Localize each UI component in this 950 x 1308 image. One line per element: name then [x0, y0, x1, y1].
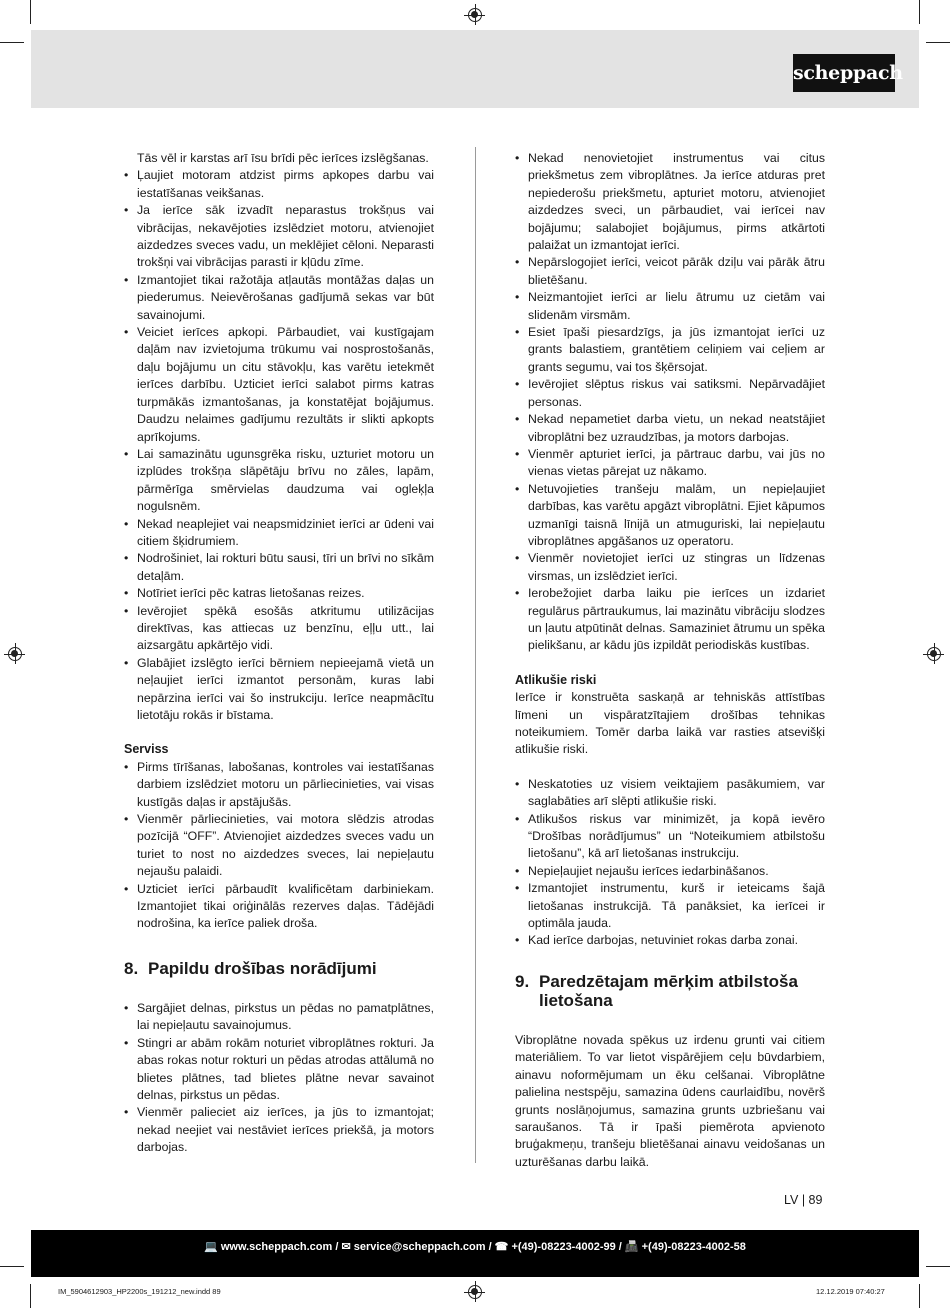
page-number: LV | 89	[784, 1193, 823, 1207]
crop-mark	[0, 1266, 24, 1267]
list-item: • Netuvojieties tranšeju malām, un nepieļaujiet darbības, kas varētu apgāzt vibroplātni. Ejiet kāpumos uzmanīgi taisnā līnijā un atmuguriski, lai nepieļautu vibroplātnes apgāšanos uz operatoru.	[515, 481, 825, 551]
column-divider	[475, 147, 476, 1163]
list-item: • Neizmantojiet ierīci ar lielu ātrumu uz cietām vai slidenām virsmām.	[515, 289, 825, 324]
list-item: • Uzticiet ierīci pārbaudīt kvalificētam darbiniekam. Izmantojiet tikai oriģinālās rezerves daļas. Tādējādi nodrošina, ka ierīce paliek droša.	[124, 881, 434, 933]
list-item: • Ļaujiet motoram atdzist pirms apkopes darbu vai iestatīšanas veikšanas.	[124, 167, 434, 202]
list-item: • Glabājiet izslēgto ierīci bērniem nepieejamā vietā un neļaujiet ierīci izmantot personām, kuras labi nepārzina ierīci vai šo instrukciju. Ierīce neapmācītu lietotāju rokās ir bīstama.	[124, 655, 434, 725]
section-number: 9.	[515, 971, 530, 991]
intended-use-paragraph: Vibroplātne novada spēkus uz irdenu grunti vai citiem materiāliem. To var lietot vispārējiem ceļu būvdarbiem, ainavu noformējumam un ēku celšanai. Vibroplātne palielina nestspēju, samazina ūdens caurlaidību, novērš grunts noslāņojumus, samazina grunts uzbriešanu vai saraušanos. Tā ir īpaši piemērota apvienoto bruģakmeņu, tranšeju blietēšanai ainavu veidošanas un uzturēšanas darbu laikā.	[515, 1032, 825, 1169]
list-item: • Esiet īpaši piesardzīgs, ja jūs izmantojat ierīci uz grants balastiem, grantētiem celiņiem vai ceļiem ar grants segumu, vai tos šķērsojat.	[515, 324, 825, 376]
list-item: • Vienmēr novietojiet ierīci uz stingras un līdzenas virsmas, un izslēdziet ierīci.	[515, 550, 825, 585]
crop-mark	[0, 42, 24, 43]
right-column	[515, 150, 825, 1171]
section-9-heading	[515, 972, 825, 1010]
list-item: • Ierobežojiet darba laiku pie ierīces un izdariet regulārus pārtraukumus, lai mazinātu vibrāciju slodzes un ļautu atpūtināt delnas. Samaziniet ātrumu un spēka pielikšanu, ar kādu jūs izpildāt periodiskās kustības.	[515, 585, 825, 655]
safety-bullet-list	[124, 167, 434, 724]
crop-mark	[926, 42, 950, 43]
footer-bar	[31, 1230, 919, 1277]
service-heading: Serviss	[124, 742, 169, 757]
list-item: • Nodrošiniet, lai rokturi būtu sausi, tīri un brīvi no sīkām detaļām.	[124, 550, 434, 585]
list-item: • Notīriet ierīci pēc katras lietošanas reizes.	[124, 585, 434, 602]
list-item: • Ievērojiet slēptus riskus vai satiksmi. Nepārvadājiet personas.	[515, 376, 825, 411]
list-item: • Izmantojiet tikai ražotāja atļautās montāžas daļas un piederumus. Neievērošanas gadījumā sekas var būt savainojumi.	[124, 272, 434, 324]
registration-mark-icon	[468, 1285, 482, 1299]
list-item: • Stingri ar abām rokām noturiet vibroplātnes rokturi. Ja abas rokas notur rokturi un pēdas atrodas attālumā no blietes plātnes, tad blietes plātne nevar savainot delnas, pirkstus un pēdas.	[124, 1035, 434, 1105]
safety-bullet-list	[515, 150, 825, 655]
list-item: • Neskatoties uz visiem veiktajiem pasākumiem, var saglabāties arī slēpti atlikušie riski.	[515, 776, 825, 811]
crop-mark	[919, 1284, 920, 1308]
crop-mark	[919, 0, 920, 24]
registration-mark-icon	[8, 647, 22, 661]
residual-risks-paragraph: Ierīce ir konstruēta saskaņā ar tehniskās attīstības līmeni un vispāratzītajiem drošības tehnikas noteikumiem. Tomēr darba laikā var rasties atsevišķi atlikušie riski.	[515, 690, 825, 757]
list-item: • Veiciet ierīces apkopi. Pārbaudiet, vai kustīgajam daļām nav izvietojuma trūkumu vai nosprostošanās, daļu bojājumu un citu stāvokļu, kas varētu ietekmēt ierīces darbību. Uzticiet ierīci salabot pirms katras turpmākās izmantošanas, ja konstatējat bojājumus. Daudzu nelaimes gadījumu rezultāts ir slikti apkopts aprīkojums.	[124, 324, 434, 446]
list-item: • Nekad nenovietojiet instrumentus vai citus priekšmetus zem vibroplātnes. Ja ierīce atduras pret nepiederošu priekšmetu, apturiet motoru, atvienojiet aizdedzes sveci, un pārbaudiet, vai ierīcei nav bojājumu; salabojiet bojājumus, pirms atkārtoti palaižat un izmantojat ierīci.	[515, 150, 825, 254]
list-item: • Nepieļaujiet nejaušu ierīces iedarbināšanos.	[515, 863, 825, 880]
footer-contact-line: 💻 www.scheppach.com / ✉ service@scheppach.com / ☎ +(49)-08223-4002-99 / 📠 +(49)-08223-4002-58	[204, 1241, 746, 1253]
service-bullet-list	[124, 759, 434, 933]
print-slug-file: IM_5904612903_HP2200s_191212_new.indd 89	[58, 1287, 221, 1296]
list-item: • Vienmēr pārliecinieties, vai motora slēdzis atrodas pozīcijā “OFF”. Atvienojiet aizdedzes sveces vadu un turiet to nost no aizdedzes sveces, lai nepieļautu nejaušu palaidi.	[124, 811, 434, 881]
list-item: • Nekad nepametiet darba vietu, un nekad neatstājiet vibroplātni bez uzraudzības, ja motors darbojas.	[515, 411, 825, 446]
intro-line: Tās vēl ir karstas arī īsu brīdi pēc ierīces izslēgšanas.	[137, 151, 429, 165]
list-item: • Atlikušos riskus var minimizēt, ja kopā ievēro “Drošības norādījumus” un “Noteikumiem atbilstošu lietošanu”, kā arī lietošanas instrukciju.	[515, 811, 825, 863]
header-band	[31, 30, 919, 108]
section-number: 8.	[124, 958, 139, 978]
registration-mark-icon	[468, 8, 482, 22]
crop-mark	[30, 1284, 31, 1308]
section-title: Papildu drošības norādījumi	[148, 958, 377, 978]
section-8-heading	[124, 959, 434, 978]
crop-mark	[926, 1266, 950, 1267]
residual-risks-heading: Atlikušie riski	[515, 672, 597, 687]
list-item: • Lai samazinātu ugunsgrēka risku, uzturiet motoru un izplūdes trokšņa slāpētāju brīvu no zāles, lapām, pārmērīga smērvielas daudzuma vai ogleķļa nogulsnēm.	[124, 446, 434, 516]
list-item: • Pirms tīrīšanas, labošanas, kontroles vai iestatīšanas darbiem izslēdziet motoru un pārliecinieties, vai visas kustīgās daļas ir apstājušās.	[124, 759, 434, 811]
list-item: • Vienmēr apturiet ierīci, ja pārtrauc darbu, vai jūs no vienas vietas pārejat uz nākamo.	[515, 446, 825, 481]
left-column	[124, 150, 434, 1157]
print-slug-date: 12.12.2019 07:40:27	[816, 1287, 885, 1296]
list-item: • Izmantojiet instrumentu, kurš ir ieteicams šajā lietošanas instrukcijā. Tā panāksiet, ka ierīcei ir optimāla jauda.	[515, 880, 825, 932]
section-title: Paredzētajam mērķim atbilstoša lietošana	[539, 971, 798, 1010]
list-item: • Sargājiet delnas, pirkstus un pēdas no pamatplātnes, lai nepieļautu savainojumus.	[124, 1000, 434, 1035]
list-item: • Nepārslogojiet ierīci, veicot pārāk dziļu vai pārāk ātru blietēšanu.	[515, 254, 825, 289]
list-item: • Kad ierīce darbojas, netuviniet rokas darba zonai.	[515, 932, 825, 949]
crop-mark	[30, 0, 31, 24]
list-item: • Ievērojiet spēkā esošās atkritumu utilizācijas direktīvas, kas attiecas uz benzīnu, eļļu utt., lai aizsargātu apkārtējo vidi.	[124, 603, 434, 655]
list-item: • Nekad neaplejiet vai neapsmidziniet ierīci ar ūdeni vai citiem šķidrumiem.	[124, 516, 434, 551]
list-item: • Ja ierīce sāk izvadīt neparastus trokšņus vai vibrācijas, nekavējoties izslēdziet motoru, atvienojiet aizdedzes sveces vadu, un meklējiet cēloni. Neparasti trokšņi vai vibrācijas parasti ir kļūdu zīme.	[124, 202, 434, 272]
section-8-bullet-list	[124, 1000, 434, 1157]
residual-risks-bullet-list	[515, 776, 825, 950]
scheppach-logo: scheppach	[793, 54, 895, 92]
registration-mark-icon	[927, 647, 941, 661]
list-item: • Vienmēr palieciet aiz ierīces, ja jūs to izmantojat; nekad neejiet vai nestāviet ierīces priekšā, ja motors darbojas.	[124, 1104, 434, 1156]
